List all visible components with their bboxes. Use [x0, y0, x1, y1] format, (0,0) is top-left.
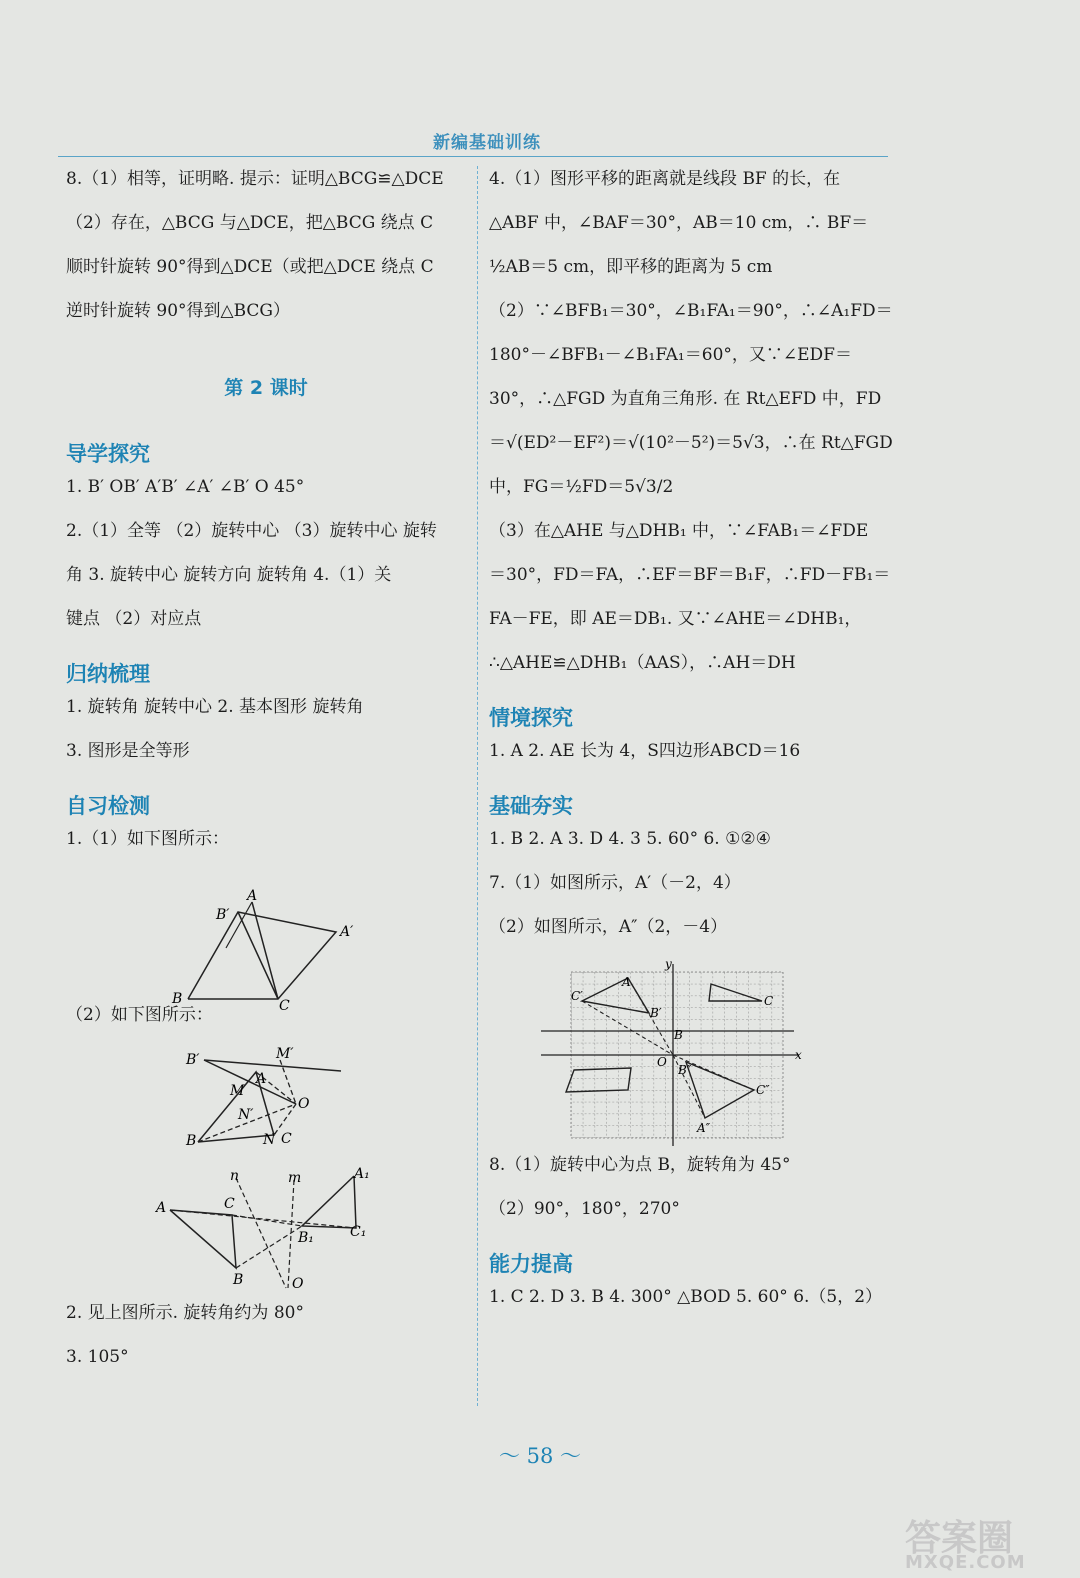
- text-line: 3. 图形是全等形: [66, 741, 190, 761]
- text-line: 1. C 2. D 3. B 4. 300° △BOD 5. 60° 6.（5，2）: [489, 1287, 883, 1307]
- page-header: [58, 126, 888, 157]
- text-line: 中，FG＝½FD＝5√3/2: [489, 477, 674, 497]
- text-line: ½AB＝5 cm，即平移的距离为 5 cm: [489, 257, 773, 277]
- text-line: 顺时针旋转 90°得到△DCE（或把△DCE 绕点 C: [66, 257, 434, 277]
- fig-label: C: [224, 1196, 235, 1212]
- fig-label: C: [279, 998, 290, 1014]
- fig-label: A₁: [354, 1166, 370, 1182]
- text-line: ＝30°，FD＝FA，∴EF＝BF＝B₁F，∴FD－FB₁＝: [489, 565, 891, 585]
- fig-label: A′: [340, 924, 354, 940]
- text-line: ∴△AHE≌△DHB₁（AAS），∴AH＝DH: [489, 653, 796, 673]
- column-divider: [477, 166, 478, 1406]
- fig-label: O: [292, 1276, 304, 1292]
- fig-label: C′: [571, 989, 583, 1003]
- section-heading: 导学探究: [66, 442, 150, 466]
- lesson-title: 第 2 课时: [224, 377, 308, 399]
- figure-rotation-2: [66, 1042, 466, 1168]
- section-heading: 自习检测: [66, 794, 150, 818]
- page-number: ～ 58 ～: [498, 1444, 582, 1468]
- text-line: （2）如图所示，A″（2，－4）: [489, 917, 728, 937]
- fig-label: A″: [697, 1121, 711, 1135]
- text-line: 1. B′ OB′ A′B′ ∠A′ ∠B′ O 45°: [66, 477, 305, 497]
- text-line: 2. 见上图所示. 旋转角约为 80°: [66, 1303, 304, 1323]
- figure-rotation-3: [66, 1168, 466, 1302]
- fig-label: B: [674, 1028, 683, 1042]
- text-line: 3. 105°: [66, 1347, 129, 1367]
- fig-label: B: [186, 1133, 197, 1149]
- text-line: △ABF 中，∠BAF＝30°，AB＝10 cm，∴ BF＝: [489, 213, 869, 233]
- text-line: 4.（1）图形平移的距离就是线段 BF 的长，在: [489, 169, 841, 189]
- section-heading: 基础夯实: [489, 794, 573, 818]
- text-line: （3）在△AHE 与△DHB₁ 中，∵∠FAB₁＝∠FDE: [489, 521, 869, 541]
- text-line: （2）存在，△BCG 与△DCE，把△BCG 绕点 C: [66, 213, 434, 233]
- text-line: （2）∵∠BFB₁＝30°，∠B₁FA₁＝90°，∴∠A₁FD＝: [489, 301, 893, 321]
- text-line: 逆时针旋转 90°得到△BCG）: [66, 301, 291, 321]
- watermark-url: MXQE.COM: [905, 1552, 1026, 1573]
- watermark-logo: 答案圈: [905, 1518, 1014, 1559]
- text-line: ＝√(ED²－EF²)＝√(10²－5²)＝5√3，∴在 Rt△FGD: [489, 433, 893, 453]
- fig-label: C: [281, 1131, 292, 1147]
- fig-label: A: [256, 1071, 267, 1087]
- fig-label: x: [795, 1048, 802, 1062]
- text-line: 2.（1）全等 （2）旋转中心 （3）旋转中心 旋转: [66, 521, 437, 541]
- fig-label: y: [665, 957, 672, 971]
- fig-label: B₁: [298, 1230, 314, 1246]
- fig-label: O: [298, 1096, 310, 1112]
- header-title: 新编基础训练: [433, 133, 541, 153]
- text-line: 8.（1）相等，证明略. 提示：证明△BCG≌△DCE: [66, 169, 444, 189]
- text-line: （2）如下图所示：: [66, 1005, 213, 1025]
- right-column: [489, 168, 899, 1330]
- text-line: 角 3. 旋转中心 旋转方向 旋转角 4.（1）关: [66, 565, 392, 585]
- fig-label: M: [230, 1083, 245, 1099]
- text-line: 180°－∠BFB₁－∠B₁FA₁＝60°，又∵∠EDF＝: [489, 345, 852, 365]
- fig-label: n: [230, 1168, 240, 1184]
- text-line: （2）90°，180°，270°: [489, 1199, 680, 1219]
- fig-label: A: [622, 975, 631, 989]
- section-heading: 能力提高: [489, 1252, 573, 1276]
- fig-label: B″: [678, 1063, 692, 1077]
- text-line: 1. 旋转角 旋转中心 2. 基本图形 旋转角: [66, 697, 364, 717]
- fig-label: m: [288, 1170, 302, 1186]
- fig-label: B′: [650, 1006, 662, 1020]
- section-heading: 归纳梳理: [66, 662, 150, 686]
- fig-label: A: [247, 888, 258, 904]
- text-line: 8.（1）旋转中心为点 B，旋转角为 45°: [489, 1155, 791, 1175]
- fig-label: B: [172, 991, 183, 1007]
- text-line: FA－FE，即 AE＝DB₁. 又∵∠AHE＝∠DHB₁，: [489, 609, 862, 629]
- fig-label: A: [156, 1200, 167, 1216]
- fig-label: B′: [186, 1052, 200, 1068]
- text-line: 1.（1）如下图所示：: [66, 829, 230, 849]
- text-line: 键点 （2）对应点: [66, 609, 202, 629]
- text-line: 7.（1）如图所示，A′（－2，4）: [489, 873, 741, 893]
- text-line: 1. B 2. A 3. D 4. 3 5. 60° 6. ①②④: [489, 829, 771, 849]
- fig-label: N: [263, 1132, 276, 1148]
- figure-rotation-1: [66, 872, 466, 1014]
- fig-label: O: [657, 1055, 667, 1069]
- fig-label: B′: [216, 907, 230, 923]
- section-heading: 情境探究: [489, 706, 573, 730]
- fig-label: B: [233, 1272, 244, 1288]
- text-line: 1. A 2. AE 长为 4，S四边形ABCD＝16: [489, 741, 801, 761]
- fig-label: C₁: [350, 1224, 367, 1240]
- fig-label: M′: [276, 1046, 294, 1062]
- fig-label: C: [764, 994, 774, 1008]
- fig-label: N′: [238, 1107, 254, 1123]
- coordinate-grid-figure: [489, 957, 899, 1154]
- fig-label: C″: [756, 1083, 770, 1097]
- left-column: [66, 168, 466, 1390]
- text-line: 30°，∴△FGD 为直角三角形. 在 Rt△EFD 中，FD: [489, 389, 882, 409]
